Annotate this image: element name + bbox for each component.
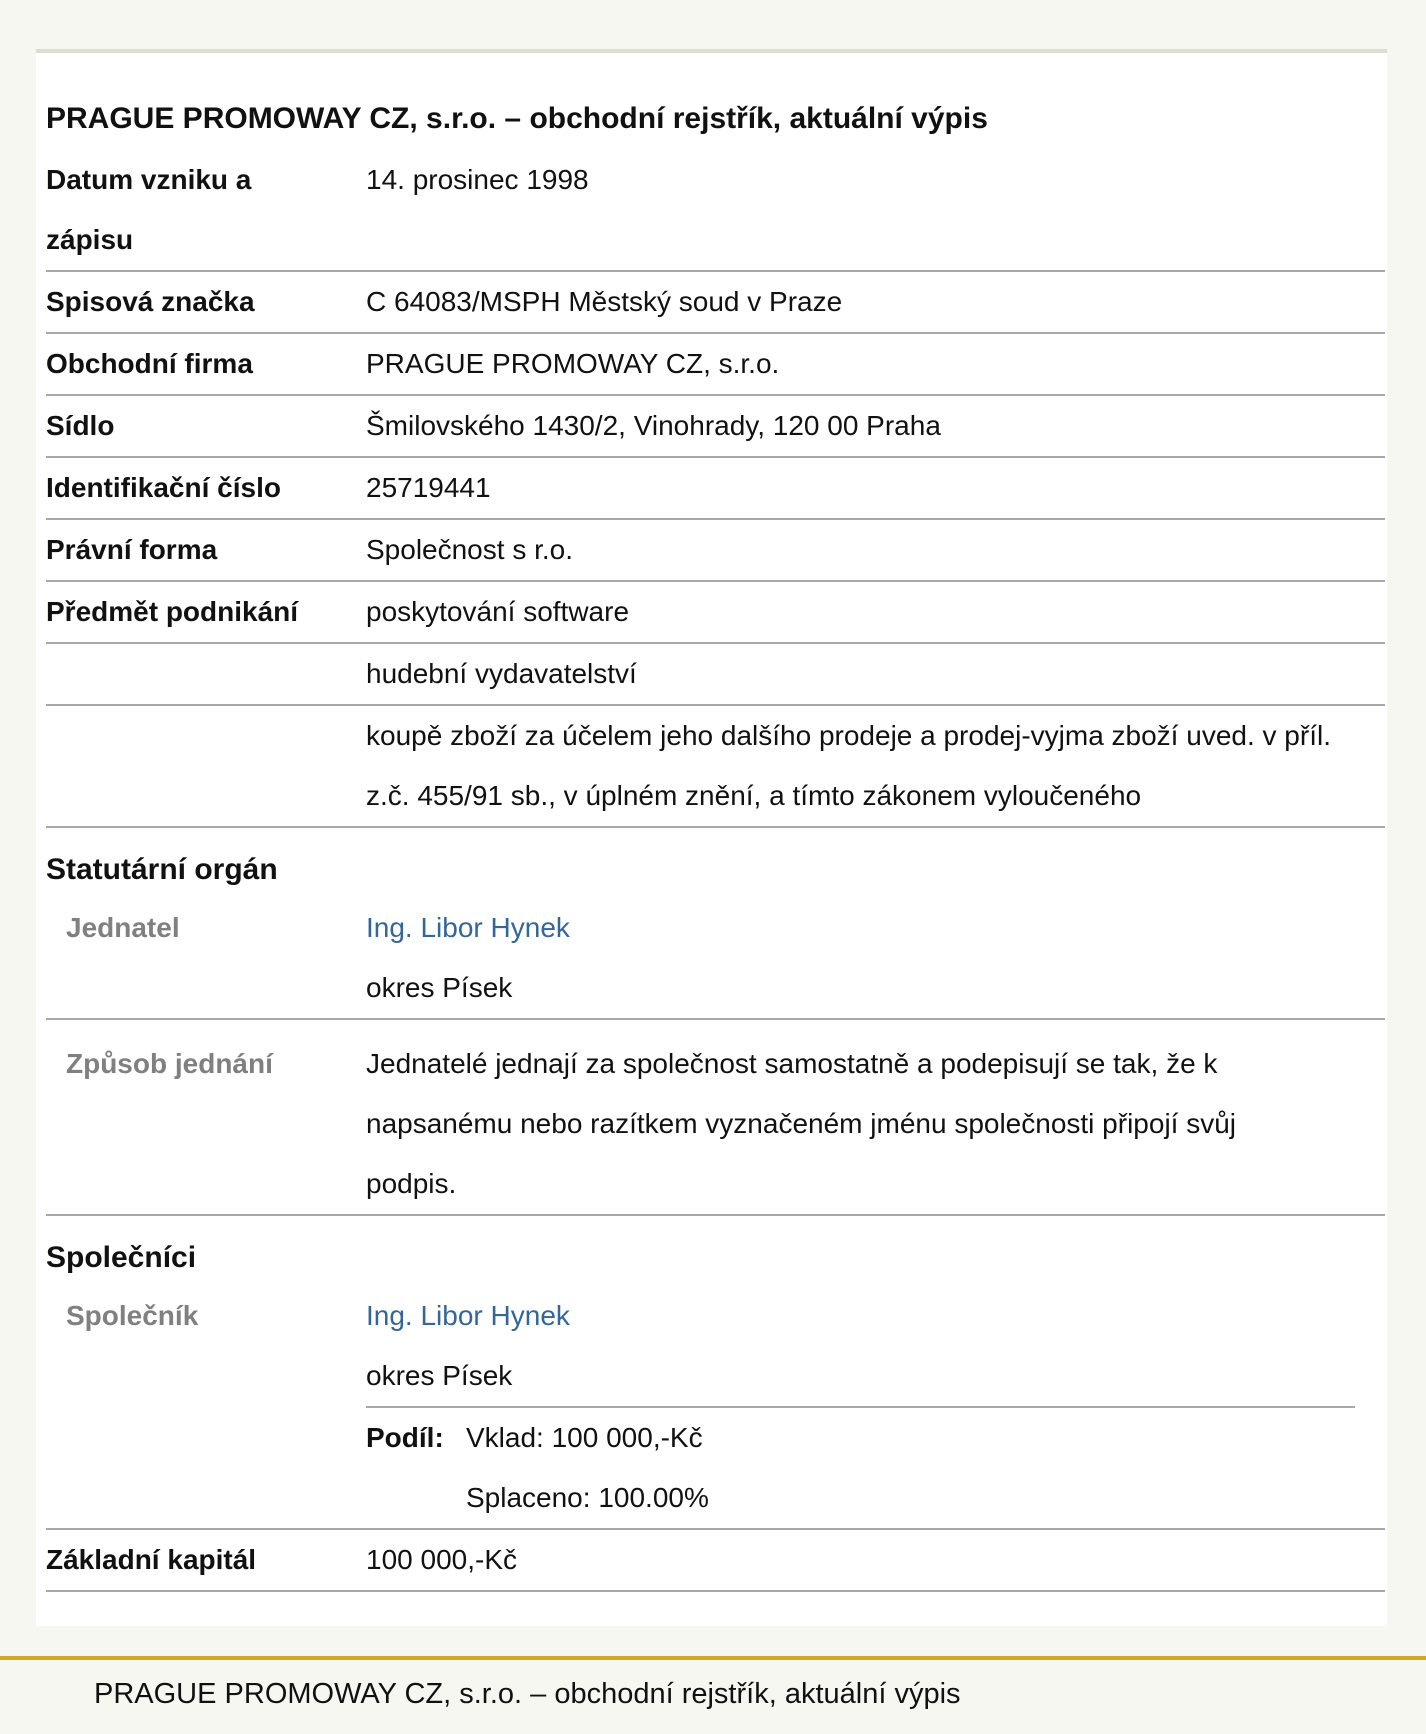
row-predmet-podnikani: [46, 582, 1385, 644]
row-obchodni-firma: [46, 334, 1385, 396]
row-label: Společník: [66, 1300, 199, 1331]
share-deposit: Vklad: 100 000,-Kč: [466, 1422, 703, 1453]
person-district: okres Písek: [366, 1360, 513, 1391]
row-ico: [46, 458, 1385, 520]
share-label: Podíl:: [366, 1422, 444, 1453]
register-table: [46, 150, 1385, 1592]
row-value: [366, 1286, 1385, 1528]
register-card: [36, 49, 1387, 1626]
person-district: okres Písek: [366, 972, 513, 1003]
row-label: Datum vzniku a zápisu: [46, 164, 252, 255]
share-paid: Splaceno: 100.00%: [466, 1482, 709, 1513]
row-value: [366, 898, 1385, 1018]
row-label: Způsob jednání: [66, 1048, 273, 1079]
row-value: 14. prosinec 1998: [366, 164, 589, 195]
row-spolecnik: [46, 1286, 1385, 1530]
page-title: PRAGUE PROMOWAY CZ, s.r.o. – obchodní rejstřík, aktuální výpis: [46, 102, 988, 135]
row-value: PRAGUE PROMOWAY CZ, s.r.o.: [366, 348, 780, 379]
row-value: 100 000,-Kč: [366, 1544, 517, 1575]
section-heading-spolecnici: Společníci: [46, 1241, 197, 1274]
row-value: poskytování software: [366, 596, 630, 627]
row-value: Šmilovského 1430/2, Vinohrady, 120 00 Praha: [366, 410, 941, 441]
row-label: Spisová značka: [46, 286, 255, 317]
row-value: C 64083/MSPH Městský soud v Praze: [366, 286, 843, 317]
section-heading-statutarni: Statutární orgán: [46, 853, 278, 886]
row-label-empty: [46, 644, 366, 704]
row-sidlo: [46, 396, 1385, 458]
row-zpusob-jednani: [46, 1020, 1385, 1216]
row-label-empty: [46, 706, 366, 826]
row-value: hudební vydavatelství: [366, 658, 637, 689]
row-spisova-znacka: [46, 272, 1385, 334]
share-block: [366, 1406, 1355, 1528]
page-footer: [0, 1656, 1426, 1734]
row-value: Společnost s r.o.: [366, 534, 574, 565]
row-value: 25719441: [366, 472, 491, 503]
row-datum: [46, 150, 1385, 272]
row-label: Identifikační číslo: [46, 472, 281, 503]
row-label: Obchodní firma: [46, 348, 253, 379]
row-value: koupě zboží za účelem jeho dalšího prodeje a prodej-vyjma zboží uved. v příl. z.č. 455/91 sb., v úplném znění, a tímto zákonem vyloučeného: [366, 720, 1331, 811]
person-link[interactable]: Ing. Libor Hynek: [366, 912, 570, 943]
row-predmet-item: [46, 706, 1385, 828]
row-zakladni-kapital: [46, 1530, 1385, 1592]
row-label: Předmět podnikání: [46, 596, 299, 627]
row-label: Jednatel: [66, 912, 180, 943]
row-label: Právní forma: [46, 534, 218, 565]
row-label: Základní kapitál: [46, 1544, 257, 1575]
row-pravni-forma: [46, 520, 1385, 582]
row-jednatel: [46, 898, 1385, 1020]
row-value: Jednatelé jednají za společnost samostatně a podepisují se tak, že k napsanému nebo razítkem vyznačeném jménu společnosti připojí svůj podpis.: [366, 1048, 1237, 1199]
person-link[interactable]: Ing. Libor Hynek: [366, 1300, 570, 1331]
footer-title: PRAGUE PROMOWAY CZ, s.r.o. – obchodní rejstřík, aktuální výpis: [94, 1678, 961, 1710]
share-values: [466, 1408, 709, 1528]
row-predmet-item: [46, 644, 1385, 706]
row-label: Sídlo: [46, 410, 115, 441]
